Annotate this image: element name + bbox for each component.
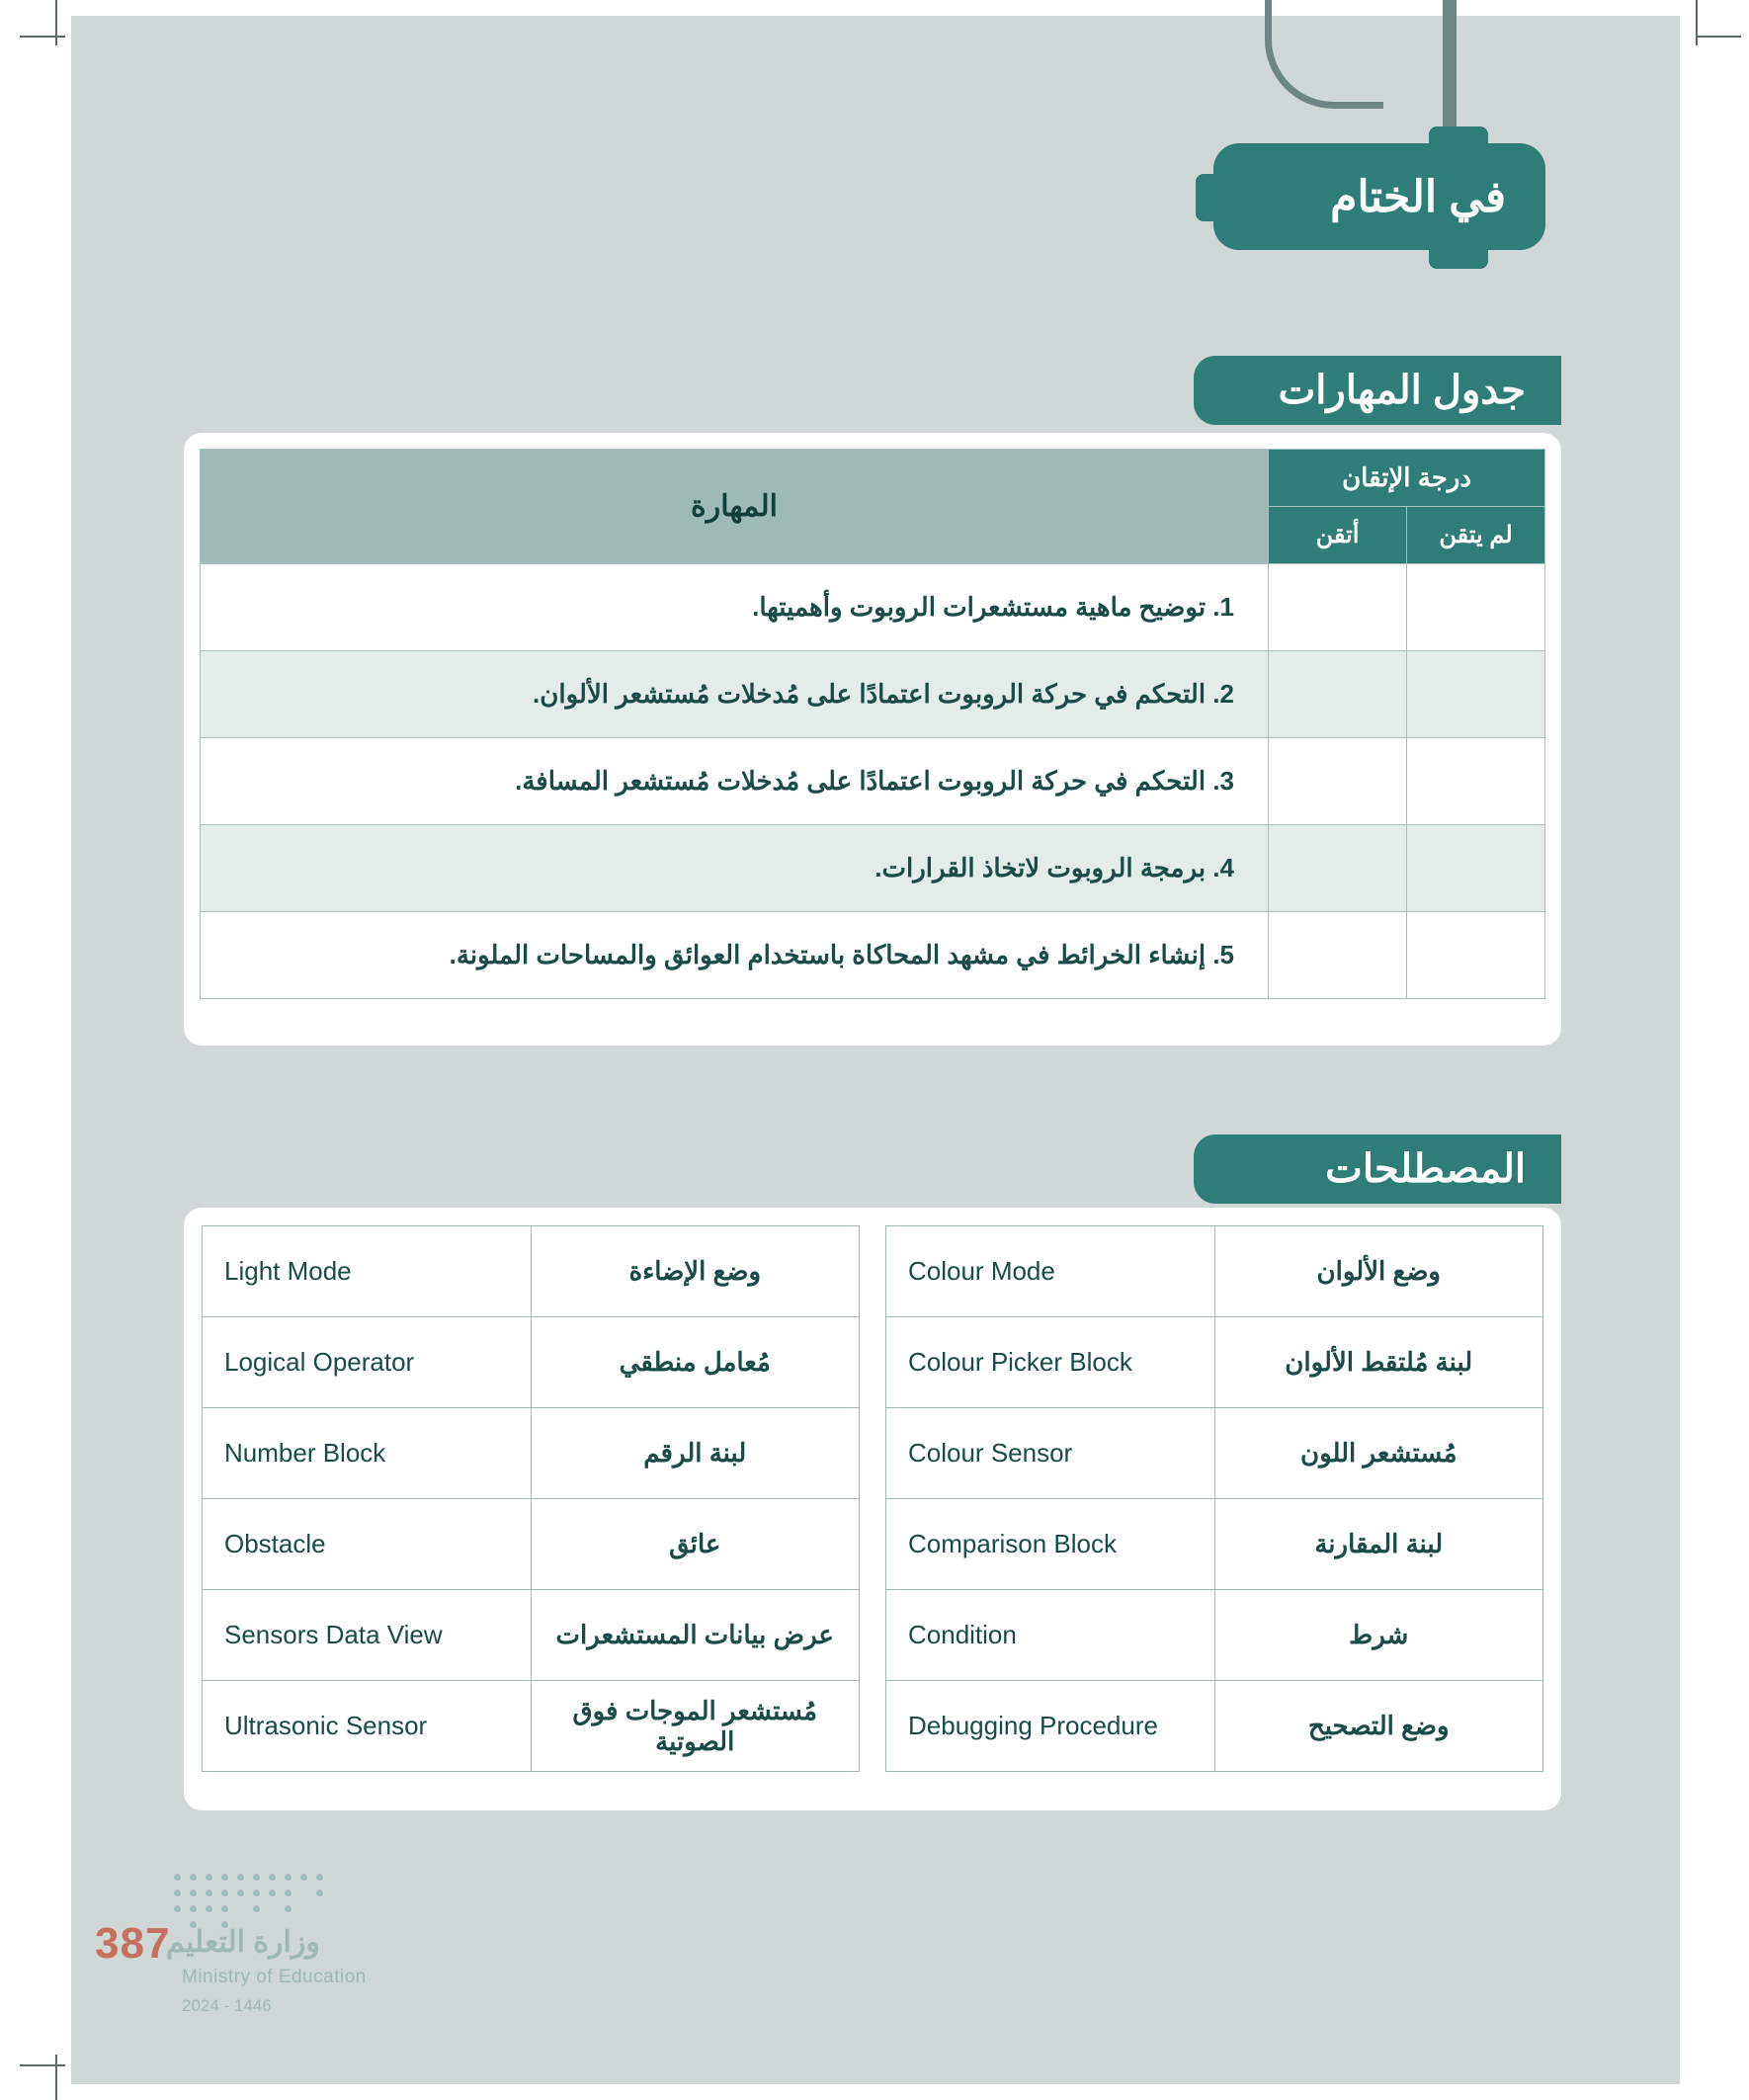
skill-label: 4. برمجة الروبوت لاتخاذ القرارات. [201,825,1269,912]
term-english: Debugging Procedure [886,1681,1215,1772]
table-row [201,564,1545,651]
term-english: Logical Operator [203,1317,532,1408]
list-item [886,1499,1543,1590]
term-arabic: عرض بيانات المستشعرات [531,1590,860,1681]
skills-panel [184,433,1561,1046]
list-item [203,1317,860,1408]
page-title: في الختام [1213,143,1545,250]
col-header-not-mastered: لم يتقن [1407,507,1545,564]
crop-mark-top-left-v [55,0,57,45]
list-item [203,1408,860,1499]
section-header-skills: جدول المهارات [1194,356,1561,425]
skill-label: 1. توضيح ماهية مستشعرات الروبوت وأهميتها. [201,564,1269,651]
term-arabic: وضع الإضاءة [531,1226,860,1317]
checkbox-mastered[interactable] [1268,825,1406,912]
term-arabic: لبنة الرقم [531,1408,860,1499]
term-arabic: عائق [531,1499,860,1590]
term-arabic: شرط [1214,1590,1543,1681]
terms-tables-wrapper [202,1225,1543,1772]
list-item [886,1408,1543,1499]
checkbox-not-mastered[interactable] [1407,651,1545,738]
checkbox-mastered[interactable] [1268,912,1406,999]
table-row [201,912,1545,999]
terms-table-left [202,1225,860,1772]
list-item [203,1681,860,1772]
term-english: Condition [886,1590,1215,1681]
terms-panel [184,1208,1561,1810]
list-item [203,1226,860,1317]
footer-year: 2024 - 1446 [182,1996,272,2015]
crop-mark-top-right-h [1696,36,1741,38]
term-arabic: مُعامل منطقي [531,1317,860,1408]
term-english: Light Mode [203,1226,532,1317]
cable-curved-line [1265,0,1383,109]
terms-table-right [885,1225,1543,1772]
page-number: 387 [95,1919,171,1968]
skill-label: 3. التحكم في حركة الروبوت اعتمادًا على مُدخلات مُستشعر المسافة. [201,738,1269,825]
col-header-grade: درجة الإتقان [1268,450,1544,507]
list-item [886,1681,1543,1772]
term-arabic: مُستشعر اللون [1214,1408,1543,1499]
checkbox-mastered[interactable] [1268,651,1406,738]
crop-mark-bottom-left-h [20,2064,65,2066]
term-english: Sensors Data View [203,1590,532,1681]
list-item [886,1317,1543,1408]
term-arabic: مُستشعر الموجات فوق الصوتية [531,1681,860,1772]
table-row [201,738,1545,825]
skill-label: 5. إنشاء الخرائط في مشهد المحاكاة باستخدام العوائق والمساحات الملونة. [201,912,1269,999]
checkbox-not-mastered[interactable] [1407,738,1545,825]
term-arabic: وضع الألوان [1214,1226,1543,1317]
skills-table [200,449,1545,999]
checkbox-mastered[interactable] [1268,738,1406,825]
col-header-mastered: أتقن [1268,507,1406,564]
ministry-name-arabic: وزارة التعليم [166,1926,320,1959]
term-english: Colour Sensor [886,1408,1215,1499]
table-row [201,825,1545,912]
term-english: Colour Mode [886,1226,1215,1317]
term-english: Ultrasonic Sensor [203,1681,532,1772]
list-item [886,1590,1543,1681]
term-english: Number Block [203,1408,532,1499]
list-item [886,1226,1543,1317]
crop-mark-top-left-h [20,36,65,38]
term-english: Colour Picker Block [886,1317,1215,1408]
ministry-name-english: Ministry of Education [182,1967,367,1987]
section-header-terms: المصطلحات [1194,1134,1561,1204]
term-arabic: وضع التصحيح [1214,1681,1543,1772]
skills-table-header-row-1 [201,450,1545,507]
crop-mark-bottom-left-v [55,2055,57,2100]
term-english: Comparison Block [886,1499,1215,1590]
list-item [203,1590,860,1681]
term-english: Obstacle [203,1499,532,1590]
term-arabic: لبنة المقارنة [1214,1499,1543,1590]
checkbox-mastered[interactable] [1268,564,1406,651]
footer [95,1868,510,2036]
list-item [203,1499,860,1590]
skill-label: 2. التحكم في حركة الروبوت اعتمادًا على مُدخلات مُستشعر الألوان. [201,651,1269,738]
col-header-skill: المهارة [201,450,1269,564]
table-row [201,651,1545,738]
checkbox-not-mastered[interactable] [1407,912,1545,999]
term-arabic: لبنة مُلتقط الألوان [1214,1317,1543,1408]
checkbox-not-mastered[interactable] [1407,825,1545,912]
crop-mark-top-right-v [1696,0,1698,45]
checkbox-not-mastered[interactable] [1407,564,1545,651]
